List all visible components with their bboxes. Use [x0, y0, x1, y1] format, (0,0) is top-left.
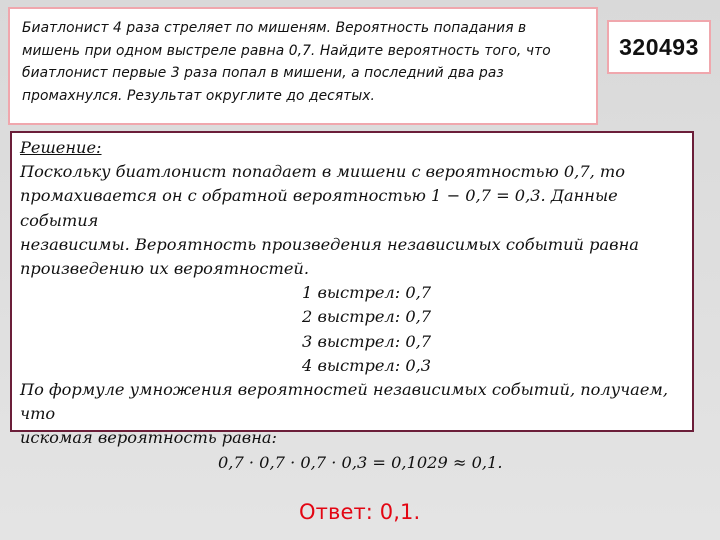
solution-paragraph-line-3: независимы. Вероятность произведения независимых событий равна: [20, 234, 639, 254]
solution-box: [10, 131, 694, 472]
solution-conclusion-line-2: искомая вероятность равна:: [20, 428, 278, 448]
task-number: 320493: [619, 33, 699, 60]
shot-probability-list: [20, 281, 684, 378]
solution-paragraph-line-2: промахивается он с обратной вероятностью 1 − 0,7 = 0,3. Данные события: [20, 186, 618, 230]
solution-title: Решение:: [20, 138, 102, 157]
problem-statement-text: Биатлонист 4 раза стреляет по мишеням. Вероятность попадания в мишень при одном выстреле равна 0,7. Найдите вероятность того, что биатлонист первые 3 раза попал в мишени, а последний два раз промахнулся. Результат округлите до десятых.: [22, 20, 551, 104]
probability-formula: 0,7 · 0,7 · 0,7 · 0,3 = 0,1029 ≈ 0,1.: [218, 452, 503, 472]
solution-paragraph-line-4: произведению их вероятностей.: [20, 259, 309, 279]
shot-probability-4: 4 выстрел: 0,3: [302, 355, 432, 375]
shot-probability-1: 1 выстрел: 0,7: [302, 283, 432, 303]
shot-probability-3: 3 выстрел: 0,7: [302, 331, 432, 351]
answer-text: Ответ: 0,1.: [299, 500, 421, 524]
solution-conclusion-line-1: По формуле умножения вероятностей независимых событий, получаем, что: [20, 380, 668, 424]
shot-probability-2: 2 выстрел: 0,7: [302, 307, 432, 327]
task-number-box: [607, 20, 711, 74]
solution-paragraph-line-1: Поскольку биатлонист попадает в мишени с вероятностью 0,7, то: [20, 162, 626, 182]
problem-statement-box: [8, 7, 598, 125]
